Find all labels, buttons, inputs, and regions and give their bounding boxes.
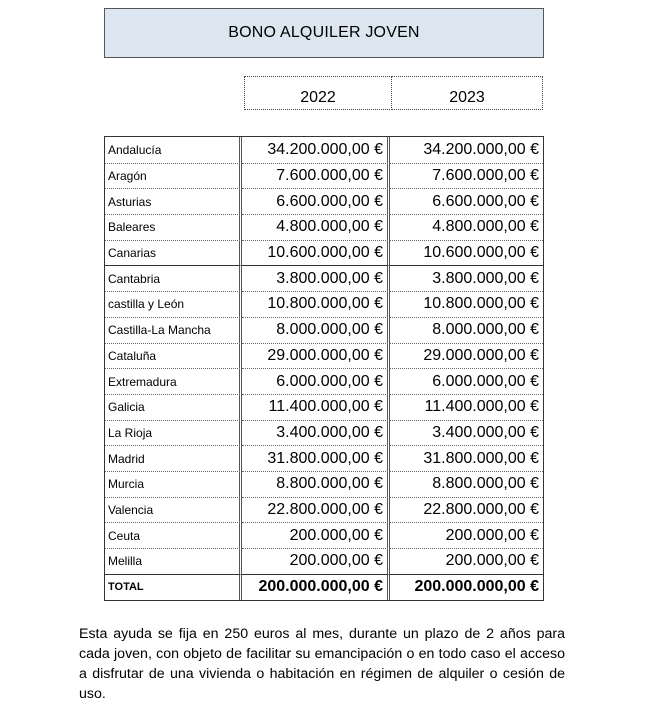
- year-header-2022: 2022: [244, 76, 392, 110]
- budget-table: [104, 136, 544, 601]
- table-row: [105, 137, 543, 163]
- region-name: Cantabria: [105, 265, 242, 291]
- table-row: [105, 394, 543, 420]
- region-name: Madrid: [105, 445, 242, 471]
- table-row: [105, 522, 543, 548]
- region-name: Asturias: [105, 188, 242, 214]
- amount-2022: 22.800.000,00 €: [242, 497, 390, 523]
- total-label: TOTAL: [105, 574, 242, 600]
- region-name: Melilla: [105, 548, 242, 574]
- region-name: castilla y León: [105, 291, 242, 317]
- amount-2023: 22.800.000,00 €: [390, 497, 543, 523]
- amount-2022: 6.600.000,00 €: [242, 188, 390, 214]
- table-row: [105, 317, 543, 343]
- amount-2023: 7.600.000,00 €: [390, 163, 543, 189]
- amount-2023: 6.000.000,00 €: [390, 368, 543, 394]
- table-row: [105, 163, 543, 189]
- amount-2023: 3.800.000,00 €: [390, 265, 543, 291]
- amount-2022: 8.000.000,00 €: [242, 317, 390, 343]
- amount-2022: 11.400.000,00 €: [242, 394, 390, 420]
- amount-2022: 200.000,00 €: [242, 548, 390, 574]
- amount-2022: 7.600.000,00 €: [242, 163, 390, 189]
- amount-2023: 6.600.000,00 €: [390, 188, 543, 214]
- amount-2022: 3.400.000,00 €: [242, 420, 390, 446]
- region-name: Canarias: [105, 240, 242, 266]
- amount-2023: 29.000.000,00 €: [390, 343, 543, 369]
- amount-2023: 200.000,00 €: [390, 548, 543, 574]
- amount-2023: 4.800.000,00 €: [390, 214, 543, 240]
- table-row: [105, 497, 543, 523]
- region-name: Valencia: [105, 497, 242, 523]
- table-row: [105, 188, 543, 214]
- amount-2022: 29.000.000,00 €: [242, 343, 390, 369]
- region-name: Castilla-La Mancha: [105, 317, 242, 343]
- table-row: [105, 420, 543, 446]
- explanatory-note: Esta ayuda se fija en 250 euros al mes, durante un plazo de 2 años para cada joven, con objeto de facilitar su emancipación o en todo caso el acceso a disfrutar de una vivienda o habitación en régimen de alquiler o cesión de uso.: [79, 626, 565, 702]
- table-row: [105, 368, 543, 394]
- region-name: La Rioja: [105, 420, 242, 446]
- amount-2023: 8.000.000,00 €: [390, 317, 543, 343]
- amount-2022: 31.800.000,00 €: [242, 445, 390, 471]
- amount-2023: 10.800.000,00 €: [390, 291, 543, 317]
- amount-2023: 11.400.000,00 €: [390, 394, 543, 420]
- total-2022: 200.000.000,00 €: [242, 574, 390, 600]
- amount-2023: 31.800.000,00 €: [390, 445, 543, 471]
- table-row: [105, 214, 543, 240]
- amount-2023: 10.600.000,00 €: [390, 240, 543, 266]
- table-row: [105, 265, 543, 291]
- region-name: Ceuta: [105, 522, 242, 548]
- amount-2022: 10.600.000,00 €: [242, 240, 390, 266]
- amount-2023: 8.800.000,00 €: [390, 471, 543, 497]
- amount-2023: 34.200.000,00 €: [423, 140, 539, 158]
- region-name: Galicia: [105, 394, 242, 420]
- table-row: [105, 471, 543, 497]
- table-row: [105, 343, 543, 369]
- amount-2022: 6.000.000,00 €: [242, 368, 390, 394]
- amount-2022: 10.800.000,00 €: [242, 291, 390, 317]
- table-row: [105, 291, 543, 317]
- total-row: [105, 574, 543, 600]
- amount-2023: 200.000,00 €: [390, 522, 543, 548]
- region-name: Aragón: [105, 163, 242, 189]
- total-2023: 200.000.000,00 €: [390, 574, 543, 600]
- year-header-2023: 2023: [392, 76, 543, 110]
- amount-2022: 200.000,00 €: [242, 522, 390, 548]
- table-row: [105, 445, 543, 471]
- table-row: [105, 240, 543, 266]
- region-name: Extremadura: [105, 368, 242, 394]
- region-name: Baleares: [105, 214, 242, 240]
- region-name: Murcia: [105, 471, 242, 497]
- region-name: Cataluña: [105, 343, 242, 369]
- amount-2022: 8.800.000,00 €: [242, 471, 390, 497]
- amount-2022: 4.800.000,00 €: [242, 214, 390, 240]
- region-name: Andalucía: [105, 137, 242, 163]
- table-title: BONO ALQUILER JOVEN: [104, 8, 544, 58]
- table-row: [105, 548, 543, 574]
- amount-2023: 3.400.000,00 €: [390, 420, 543, 446]
- amount-2022: 34.200.000,00 €: [242, 137, 390, 163]
- year-header-row: [244, 76, 543, 110]
- amount-2022: 3.800.000,00 €: [242, 265, 390, 291]
